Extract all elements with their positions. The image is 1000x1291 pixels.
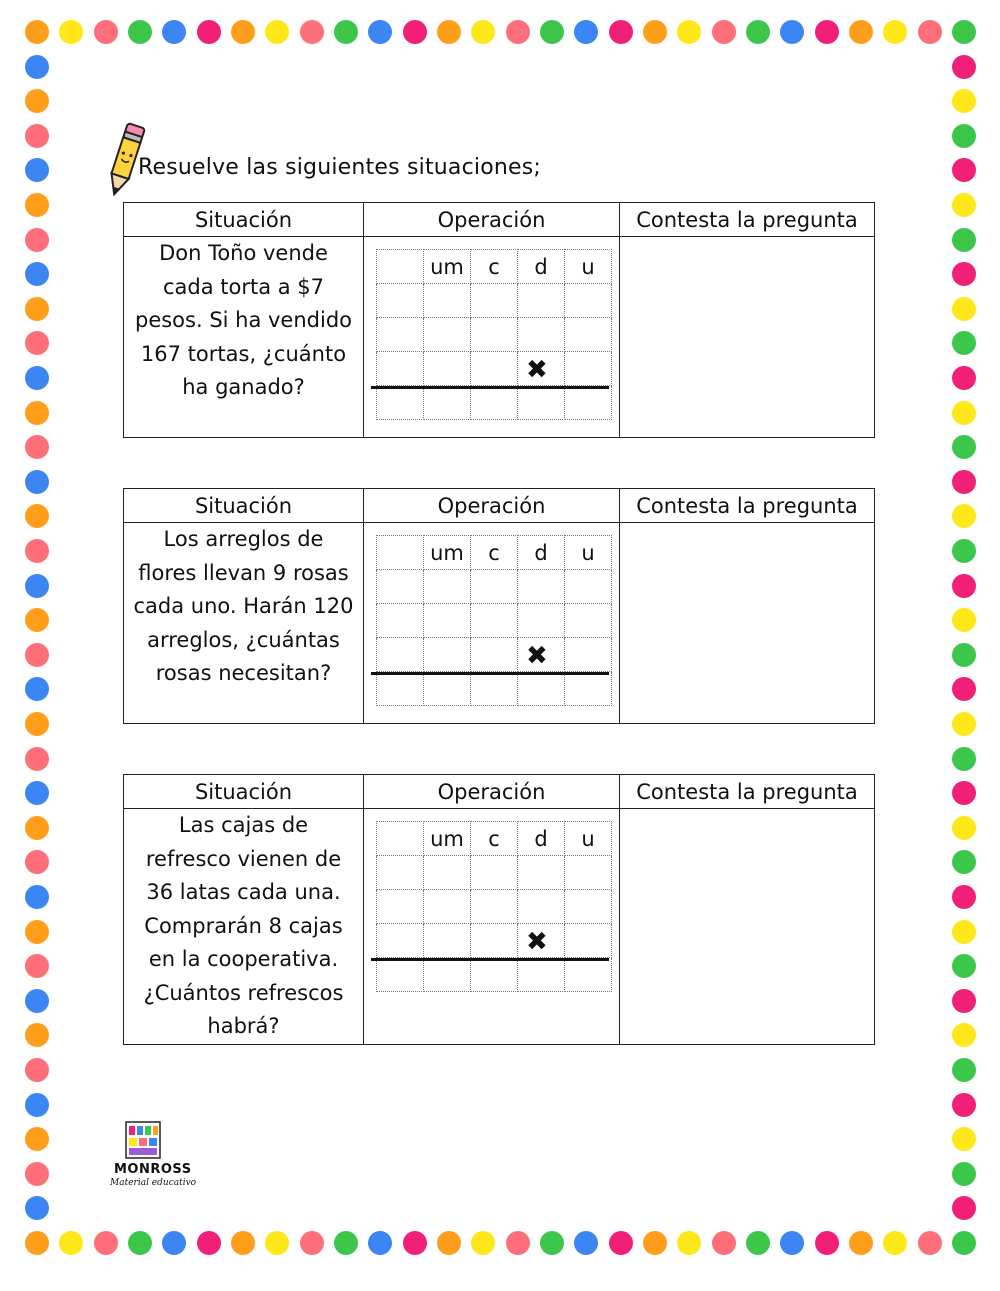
digit-cell[interactable] [565, 318, 612, 352]
situation-line: 167 tortas, ¿cuánto [140, 341, 347, 366]
border-dot [25, 1196, 49, 1220]
digit-cell[interactable] [377, 570, 424, 604]
place-value-label: u [565, 822, 612, 856]
header-answer: Contesta la pregunta [620, 489, 875, 523]
digit-cell[interactable] [377, 822, 424, 856]
digit-cell[interactable] [377, 284, 424, 318]
situation-line: ¿Cuántos refrescos [143, 980, 344, 1005]
border-dot [506, 1231, 530, 1255]
border-dot [918, 20, 942, 44]
header-situation: Situación [124, 203, 364, 237]
border-dot [677, 1231, 701, 1255]
digit-cell[interactable] [424, 386, 471, 420]
place-value-label: um [424, 536, 471, 570]
border-dot [25, 574, 49, 598]
operation-area [364, 237, 620, 438]
place-value-label: c [471, 250, 518, 284]
border-dot [609, 20, 633, 44]
digit-cell[interactable] [565, 856, 612, 890]
border-dot [952, 850, 976, 874]
header-situation: Situación [124, 489, 364, 523]
border-dot [25, 1231, 49, 1255]
border-dot [25, 124, 49, 148]
border-dot [25, 1023, 49, 1047]
digit-cell[interactable] [377, 536, 424, 570]
border-dot [643, 20, 667, 44]
border-dot [300, 20, 324, 44]
digit-cell[interactable] [471, 284, 518, 318]
digit-cell[interactable] [424, 570, 471, 604]
header-answer: Contesta la pregunta [620, 203, 875, 237]
border-dot [952, 158, 976, 182]
digit-cell[interactable] [518, 672, 565, 706]
digit-cell[interactable] [471, 638, 518, 672]
border-dot [952, 55, 976, 79]
digit-cell[interactable] [565, 570, 612, 604]
border-dot [952, 1231, 976, 1255]
border-dot [952, 20, 976, 44]
situation-line: cada uno. Harán 120 [133, 594, 354, 618]
border-dot [952, 608, 976, 632]
border-dot [94, 1231, 118, 1255]
border-dot [25, 816, 49, 840]
border-dot [952, 954, 976, 978]
border-dot [952, 1162, 976, 1186]
result-line [371, 672, 609, 675]
border-dot [437, 1231, 461, 1255]
border-dot [952, 124, 976, 148]
border-dot [952, 193, 976, 217]
border-dot [883, 20, 907, 44]
digit-cell[interactable] [424, 284, 471, 318]
border-dot [25, 1162, 49, 1186]
border-dot [952, 1058, 976, 1082]
place-value-label: c [471, 822, 518, 856]
border-dot [712, 1231, 736, 1255]
situation-line: Las cajas de [178, 813, 309, 837]
digit-cell[interactable] [471, 570, 518, 604]
multiply-icon: ✖ [526, 355, 548, 385]
logo-name: MONROSS [114, 1162, 192, 1177]
border-dot [25, 158, 49, 182]
border-dot [25, 677, 49, 701]
border-dot [952, 470, 976, 494]
digit-cell[interactable] [471, 352, 518, 386]
situation-text [124, 237, 364, 438]
operation-area [364, 523, 620, 724]
result-line [371, 386, 609, 389]
place-value-label: u [565, 250, 612, 284]
border-dot [849, 20, 873, 44]
digit-cell[interactable] [565, 604, 612, 638]
situation-line: Comprarán 8 cajas [144, 913, 343, 938]
digit-cell[interactable] [424, 958, 471, 992]
answer-field[interactable] [620, 809, 875, 1045]
place-value-grid [376, 249, 612, 420]
border-dot [952, 297, 976, 321]
border-dot [918, 1231, 942, 1255]
border-dot [25, 55, 49, 79]
header-operation: Operación [364, 775, 620, 809]
border-dot [25, 401, 49, 425]
border-dot [952, 89, 976, 113]
border-dot [334, 1231, 358, 1255]
border-dot [25, 470, 49, 494]
operation-area [364, 809, 620, 1045]
border-dot [403, 1231, 427, 1255]
border-dot [815, 20, 839, 44]
situation-line: cada torta a $7 [162, 274, 325, 299]
border-dot [506, 20, 530, 44]
border-dot [609, 1231, 633, 1255]
border-dot [368, 1231, 392, 1255]
border-dot [849, 1231, 873, 1255]
border-dot [300, 1231, 324, 1255]
border-dot [952, 262, 976, 286]
border-dot [780, 20, 804, 44]
border-dot [815, 1231, 839, 1255]
digit-cell[interactable] [424, 318, 471, 352]
digit-cell[interactable] [424, 856, 471, 890]
answer-field[interactable] [620, 237, 875, 438]
border-dot [883, 1231, 907, 1255]
border-dot [25, 989, 49, 1013]
digit-cell[interactable] [377, 958, 424, 992]
border-dot [746, 1231, 770, 1255]
problem-table [123, 774, 875, 1045]
border-dot [25, 643, 49, 667]
digit-cell[interactable] [565, 672, 612, 706]
digit-cell[interactable] [565, 924, 612, 958]
border-dot [25, 781, 49, 805]
instruction-text: Resuelve las siguientes situaciones; [138, 155, 542, 180]
border-dot [128, 20, 152, 44]
digit-cell[interactable] [424, 890, 471, 924]
result-line [371, 958, 609, 961]
situation-text [124, 523, 364, 724]
border-dot [59, 1231, 83, 1255]
border-dot [574, 20, 598, 44]
border-dot [25, 1058, 49, 1082]
border-dot [25, 435, 49, 459]
border-dot [952, 1023, 976, 1047]
problem-table [123, 202, 875, 438]
border-dot [952, 435, 976, 459]
digit-cell[interactable] [518, 958, 565, 992]
digit-cell[interactable] [518, 570, 565, 604]
border-dot [25, 608, 49, 632]
border-dot [952, 920, 976, 944]
border-dot [437, 20, 461, 44]
digit-cell[interactable] [518, 386, 565, 420]
digit-cell[interactable] [377, 318, 424, 352]
header-answer: Contesta la pregunta [620, 775, 875, 809]
digit-cell[interactable] [518, 284, 565, 318]
situation-line: flores llevan 9 rosas [138, 560, 349, 585]
digit-cell[interactable] [377, 386, 424, 420]
place-value-label: u [565, 536, 612, 570]
digit-cell[interactable] [471, 924, 518, 958]
digit-cell[interactable] [518, 604, 565, 638]
situation-line: habrá? [207, 1014, 280, 1038]
situation-line: rosas necesitan? [155, 661, 332, 685]
situation-line: pesos. Si ha vendido [134, 308, 353, 332]
border-dot [952, 1196, 976, 1220]
border-dot [94, 20, 118, 44]
border-dot [746, 20, 770, 44]
digit-cell[interactable] [565, 890, 612, 924]
border-dot [952, 539, 976, 563]
digit-cell[interactable] [471, 890, 518, 924]
border-dot [952, 401, 976, 425]
border-dot [334, 20, 358, 44]
digit-cell[interactable] [518, 856, 565, 890]
border-dot [574, 1231, 598, 1255]
digit-cell[interactable] [424, 604, 471, 638]
border-dot [25, 20, 49, 44]
digit-cell[interactable] [565, 958, 612, 992]
border-dot [952, 712, 976, 736]
situation-line: en la cooperativa. [148, 947, 339, 971]
digit-cell[interactable] [471, 386, 518, 420]
digit-cell[interactable] [377, 638, 424, 672]
place-value-label: um [424, 250, 471, 284]
place-value-label: d [518, 536, 565, 570]
border-dot [643, 1231, 667, 1255]
border-dot [952, 677, 976, 701]
place-value-label: c [471, 536, 518, 570]
situation-line: Don Toño vende [159, 241, 328, 265]
header-situation: Situación [124, 775, 364, 809]
border-dot [25, 920, 49, 944]
border-dot [952, 331, 976, 355]
border-dot [471, 1231, 495, 1255]
border-dot [952, 885, 976, 909]
border-dot [231, 1231, 255, 1255]
monross-logo [112, 1118, 184, 1166]
digit-cell[interactable] [518, 318, 565, 352]
border-dot [952, 504, 976, 528]
digit-cell[interactable] [471, 604, 518, 638]
border-dot [25, 539, 49, 563]
digit-cell[interactable] [377, 924, 424, 958]
border-dot [540, 1231, 564, 1255]
border-dot [952, 228, 976, 252]
digit-cell[interactable] [377, 604, 424, 638]
border-dot [265, 1231, 289, 1255]
place-value-grid [376, 535, 612, 706]
border-dot [952, 643, 976, 667]
border-dot [952, 781, 976, 805]
digit-cell[interactable] [424, 924, 471, 958]
border-dot [471, 20, 495, 44]
border-dot [540, 20, 564, 44]
border-dot [25, 193, 49, 217]
border-dot [231, 20, 255, 44]
header-operation: Operación [364, 203, 620, 237]
digit-cell[interactable] [424, 672, 471, 706]
border-dot [25, 366, 49, 390]
header-operation: Operación [364, 489, 620, 523]
border-dot [25, 331, 49, 355]
border-dot [403, 20, 427, 44]
border-dot [677, 20, 701, 44]
digit-cell[interactable] [565, 638, 612, 672]
answer-field[interactable] [620, 523, 875, 724]
digit-cell[interactable] [377, 250, 424, 284]
digit-cell[interactable] [471, 318, 518, 352]
multiply-icon: ✖ [526, 927, 548, 957]
place-value-grid [376, 821, 612, 992]
situation-line: Los arreglos de [163, 527, 324, 551]
border-dot [162, 20, 186, 44]
border-dot [25, 228, 49, 252]
digit-cell[interactable] [377, 856, 424, 890]
digit-cell[interactable] [518, 890, 565, 924]
multiply-icon: ✖ [526, 641, 548, 671]
border-dot [25, 89, 49, 113]
border-dot [25, 504, 49, 528]
digit-cell[interactable] [565, 386, 612, 420]
border-dot [25, 885, 49, 909]
border-dot [780, 1231, 804, 1255]
digit-cell[interactable] [424, 638, 471, 672]
border-dot [952, 747, 976, 771]
border-dot [712, 20, 736, 44]
situation-line: refresco vienen de [145, 846, 342, 871]
border-dot [25, 262, 49, 286]
border-dot [25, 1093, 49, 1117]
digit-cell[interactable] [565, 284, 612, 318]
border-dot [952, 1127, 976, 1151]
border-dot [25, 850, 49, 874]
border-dot [25, 747, 49, 771]
digit-cell[interactable] [565, 352, 612, 386]
digit-cell[interactable] [424, 352, 471, 386]
border-dot [25, 712, 49, 736]
digit-cell[interactable] [471, 856, 518, 890]
place-value-label: um [424, 822, 471, 856]
border-dot [368, 20, 392, 44]
digit-cell[interactable] [377, 672, 424, 706]
digit-cell[interactable] [471, 672, 518, 706]
border-dot [952, 816, 976, 840]
border-dot [952, 989, 976, 1013]
situation-line: ha ganado? [182, 375, 305, 399]
border-dot [25, 297, 49, 321]
digit-cell[interactable] [377, 352, 424, 386]
border-dot [197, 1231, 221, 1255]
border-dot [128, 1231, 152, 1255]
digit-cell[interactable] [471, 958, 518, 992]
border-dot [952, 1093, 976, 1117]
border-dot [265, 20, 289, 44]
border-dot [25, 1127, 49, 1151]
situation-text [124, 809, 364, 1045]
border-dot [952, 574, 976, 598]
border-dot [952, 366, 976, 390]
place-value-label: d [518, 250, 565, 284]
border-dot [25, 954, 49, 978]
border-dot [197, 20, 221, 44]
situation-line: arreglos, ¿cuántas [147, 627, 340, 652]
place-value-label: d [518, 822, 565, 856]
logo-tagline: Material educativo [110, 1178, 197, 1188]
border-dot [59, 20, 83, 44]
border-dot [162, 1231, 186, 1255]
digit-cell[interactable] [377, 890, 424, 924]
problem-table [123, 488, 875, 724]
situation-line: 36 latas cada una. [146, 880, 341, 904]
